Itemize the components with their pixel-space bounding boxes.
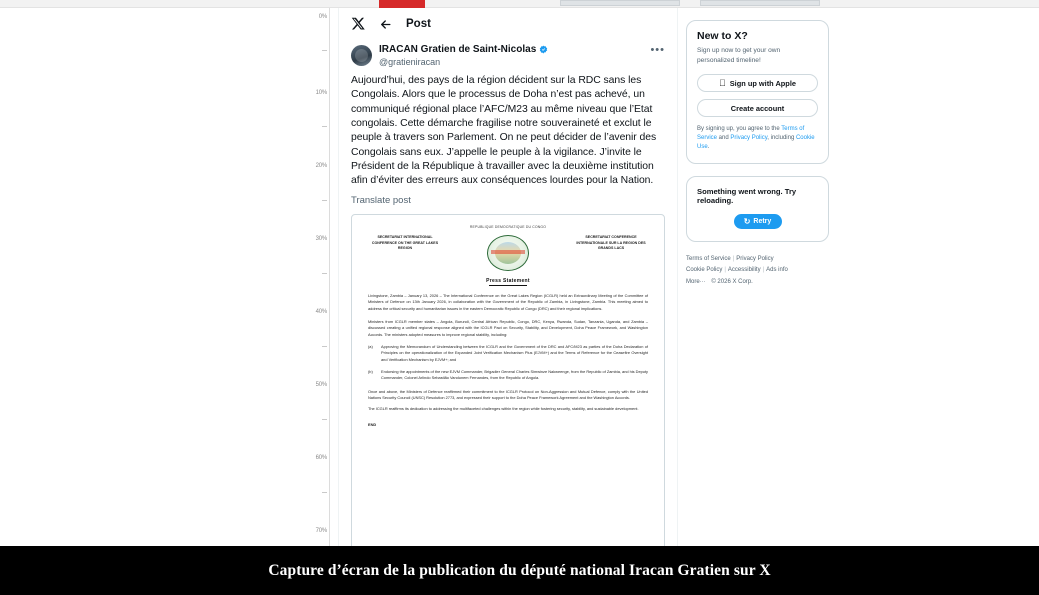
author-display-name[interactable]: IRACAN Gratien de Saint-Nicolas xyxy=(379,44,537,55)
error-card xyxy=(686,176,829,242)
page-canvas xyxy=(330,8,1039,546)
create-account-button[interactable] xyxy=(697,99,818,117)
footer-copyright: © 2026 X Corp. xyxy=(711,278,753,285)
avatar[interactable] xyxy=(351,45,372,66)
page-left-gutter xyxy=(0,8,306,546)
ruler-tick: 40% xyxy=(315,309,327,315)
ruler-minor-tick xyxy=(322,273,327,274)
document-top-line: REPUBLIQUE DEMOCRATIQUE DU CONGO xyxy=(469,224,547,229)
browser-toolbar-field-left[interactable] xyxy=(560,0,680,6)
document-paragraph: Ministers from ICGLR member states – Angola, Burundi, Central African Republic, Congo, DRC, Kenya, Rwanda, Sudan, Tanzania, Uganda, and Zambia – discussed creating a unified regional response aligned with the ICGLR Pact on Security, Stability, and Development, Doha Peace Framework, and Washington Accords. The ministers adopted measures to improve regional stability, including: xyxy=(368,319,648,337)
ruler-minor-tick xyxy=(322,419,327,420)
translate-post-link[interactable]: Translate post xyxy=(351,194,411,206)
icglr-emblem-icon xyxy=(487,235,529,271)
footer-link-more[interactable]: More··· xyxy=(686,278,706,285)
ruler-tick: 50% xyxy=(315,382,327,388)
verified-badge-icon xyxy=(539,45,548,54)
footer-link-privacy[interactable]: Privacy Policy xyxy=(736,256,774,263)
tweet-image-press-statement[interactable] xyxy=(351,214,665,546)
document-header-left: SECRETARIAT INTERNATIONAL CONFERENCE ON THE GREAT LAKES REGION xyxy=(371,235,439,250)
privacy-policy-link[interactable]: Privacy Policy xyxy=(730,135,768,142)
caption-text: Capture d’écran de la publication du député national Iracan Gratien sur X xyxy=(268,561,771,579)
document-end-marker: END xyxy=(368,421,377,427)
signup-legal-text xyxy=(697,125,818,152)
sign-up-with-apple-button[interactable] xyxy=(697,74,818,92)
list-marker: (a) xyxy=(368,344,373,350)
ruler-tick: 0% xyxy=(318,14,327,20)
document-letterhead xyxy=(368,235,648,271)
list-text: Approving the Memorandum of Understanding between the ICGLR and the Government of the DRC and AFC/M23 as parties of the Doha Declaration of Principles on the operationalization of the Expanded Joint Verification Mechanism Plus (EJVM+) and the Terms of Reference for the Ceasefire Oversight and Verification Mechanism by EJVM+; and xyxy=(381,344,648,362)
signup-card xyxy=(686,20,829,164)
refresh-icon: ↻ xyxy=(743,216,751,226)
document-title-rule xyxy=(489,285,527,286)
ruler-minor-tick xyxy=(322,50,327,51)
post-column xyxy=(338,8,678,546)
footer-link-cookie[interactable]: Cookie Policy xyxy=(686,267,723,274)
ruler-minor-tick xyxy=(322,492,327,493)
apple-button-label: Sign up with Apple xyxy=(726,78,793,88)
list-marker: (b) xyxy=(368,369,373,375)
document-list-item xyxy=(368,344,648,363)
document-paragraph: Livingstone, Zambia – January 13, 2026 – The International Conference on the Great Lakes Region (ICGLR) held an Extraordinary Meeting of the Committee of Ministers of Defence on 13th January 2026, in collaboration with the Government of the Republic of Zambia, in Livingstone, Zambia. This meeting aimed to address the critical security and humanitarian issues in the eastern Democratic Republic of Congo (DRC) and their regional implications. xyxy=(368,293,648,311)
legal-and: and xyxy=(717,135,731,142)
error-message: Something went wrong. Try reloading. xyxy=(697,187,797,206)
ruler-tick: 10% xyxy=(315,90,327,96)
browser-toolbar-field-right[interactable] xyxy=(700,0,820,6)
tweet xyxy=(339,40,677,546)
footer-link-terms[interactable]: Terms of Service xyxy=(686,256,731,263)
legal-prefix: By signing up, you agree to the xyxy=(697,126,782,133)
signup-title: New to X? xyxy=(697,30,748,42)
ruler-minor-tick xyxy=(322,346,327,347)
document-paragraph: The ICGLR reaffirms its dedication to addressing the multifaceted challenges within the region while fostering security, stability, and sustainable development. xyxy=(368,406,639,412)
browser-chrome-strip xyxy=(0,0,1039,8)
browser-accent-bar xyxy=(379,0,425,8)
sidebar xyxy=(686,20,829,288)
tweet-author-row xyxy=(351,44,665,67)
retry-button[interactable] xyxy=(734,214,782,229)
more-options-icon[interactable]: ••• xyxy=(650,44,665,56)
ruler-minor-tick xyxy=(322,200,327,201)
page-title: Post xyxy=(406,18,431,30)
author-handle[interactable]: @gratieniracan xyxy=(379,56,441,67)
document-header-right: SECRETARIAT CONFERENCE INTERNATIONALE SUR LA REGION DES GRANDS LACS xyxy=(576,235,646,250)
ruler-tick: 30% xyxy=(315,236,327,242)
footer-link-accessibility[interactable]: Accessibility xyxy=(727,267,761,274)
retry-label: Retry xyxy=(753,218,772,226)
list-text: Endorsing the appointments of the new EJVM Commander, Brigadier General Charles Simwinze Nakweenge, from the Republic of Zambia, and his Deputy Commander, Colonel Arlindo Sebastião Vandunem Fernandes, from the Republic of Angola. xyxy=(381,369,648,381)
ruler-tick: 70% xyxy=(315,528,327,534)
ruler-minor-tick xyxy=(322,126,327,127)
caption-bar xyxy=(0,546,1039,595)
apple-logo-icon xyxy=(719,79,726,88)
x-logo-icon[interactable] xyxy=(351,17,365,31)
tweet-body-text: Aujourd’hui, des pays de la région décident sur la RDC sans les Congolais. Alors que le processus de Doha n’est pas achevé, un communiqué régional place l’AFC/M23 au même niveau que l’Etat congolais. Cette démarche fragilise notre souveraineté et exclut le peuple à travers son Parlement. On ne peut décider de l’avenir des Congolais sans eux. J’appelle le peuple à la vigilance. J’invite le Président de la République à travailler avec la deuxième institution afin d’éviter des erreurs aux conséquences lourdes pour la Nation. xyxy=(351,74,657,187)
create-account-label: Create account xyxy=(730,103,785,113)
footer-link-ads-info[interactable]: Ads info xyxy=(766,267,788,274)
sidebar-footer: Terms of Service | Privacy Policy Cookie Policy | Accessibility | Ads info More··· © 2026 X Corp. xyxy=(686,256,788,285)
document-body xyxy=(352,215,664,437)
author-names xyxy=(379,44,643,67)
document-list-item xyxy=(368,369,648,382)
cookie-use-link[interactable]: Cookie Use xyxy=(697,135,815,151)
back-arrow-icon[interactable] xyxy=(379,18,392,31)
legal-suffix: . xyxy=(707,144,710,151)
legal-including: , including xyxy=(767,135,796,142)
post-header xyxy=(339,8,677,40)
ruler-tick: 20% xyxy=(315,163,327,169)
ruler-tick: 60% xyxy=(315,455,327,461)
zoom-ruler xyxy=(306,8,330,546)
terms-of-service-link[interactable]: Terms of Service xyxy=(697,126,805,142)
document-list xyxy=(368,344,648,382)
signup-subtitle: Sign up now to get your own personalized timeline! xyxy=(697,47,781,64)
document-title: Press Statement xyxy=(486,278,530,285)
document-paragraph: Once and above, the Ministers of Defence reaffirmed their commitment to the ICGLR Protocol on Non-Aggression and Mutual Defence, comply with the United Nations Security Council (UNSC) Resolution 2773, and expressed their support to the Doha Peace Framework Agreement and the Washington Accords. xyxy=(368,388,648,401)
